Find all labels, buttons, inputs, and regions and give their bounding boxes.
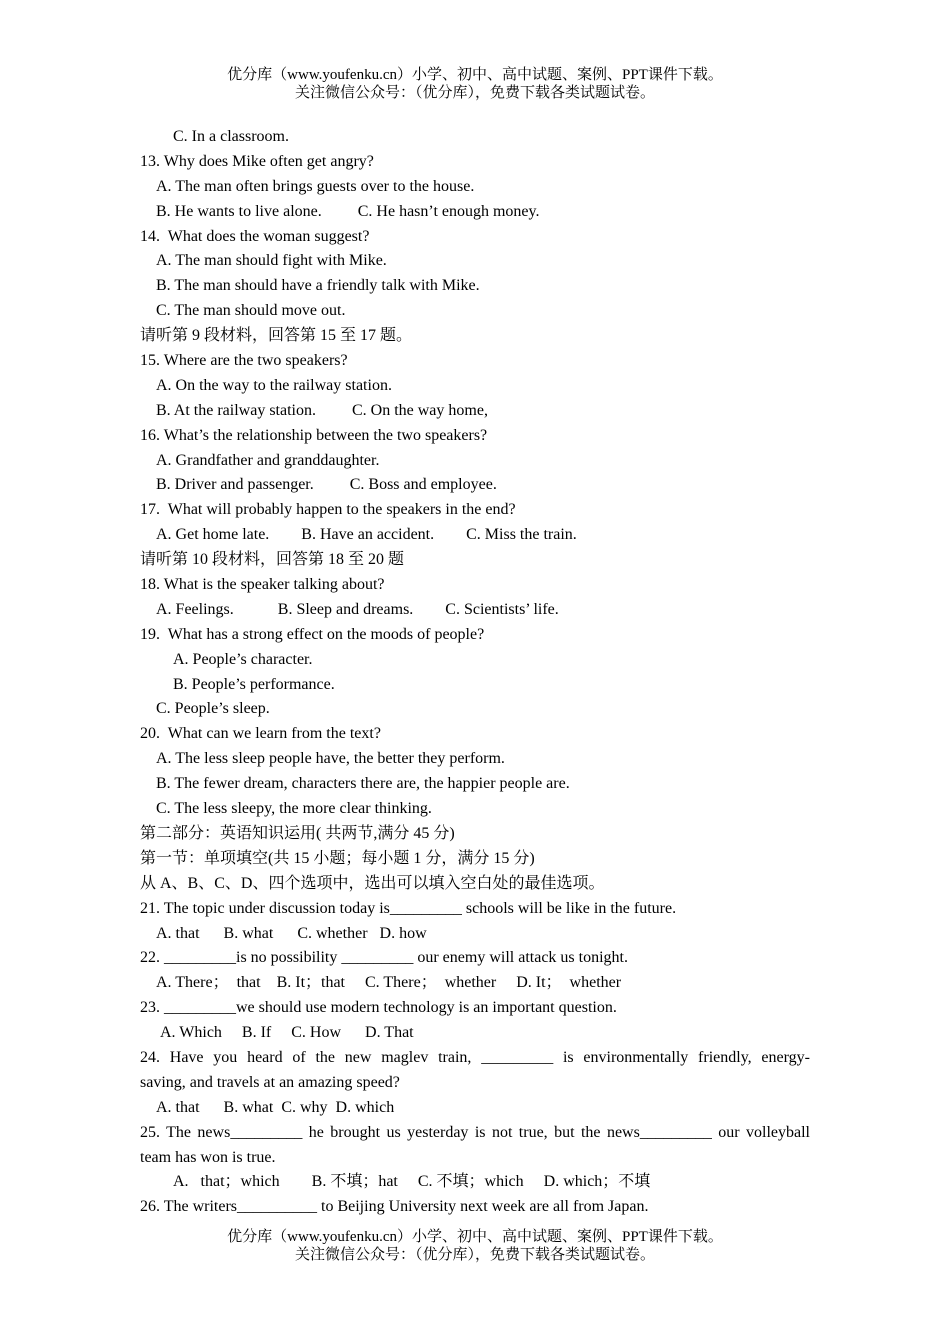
question-21: 21. The topic under discussion today is_________ schools will be like in the future. <box>140 899 677 917</box>
option-line: A. People’s character. <box>173 650 313 668</box>
option-line: B. Driver and passenger. C. Boss and employee. <box>156 476 497 494</box>
question-25-continued: team has won is true. <box>140 1148 276 1166</box>
question-18: 18. What is the speaker talking about? <box>140 576 385 594</box>
question-17: 17. What will probably happen to the speakers in the end? <box>140 501 516 519</box>
question-23: 23. _________we should use modern technology is an important question. <box>140 999 617 1017</box>
option-line: C. In a classroom. <box>173 128 289 145</box>
option-line: B. The man should have a friendly talk with Mike. <box>156 277 480 295</box>
question-13: 13. Why does Mike often get angry? <box>140 152 374 170</box>
option-line: A. that；which B. 不填；hat C. 不填；which D. which；不填 <box>173 1173 651 1191</box>
question-19: 19. What has a strong effect on the moods of people? <box>140 625 485 643</box>
header-line-1: 优分库（www.youfenku.cn）小学、初中、高中试题、案例、PPT课件下载。 <box>227 67 723 83</box>
option-line: A. that B. what C. whether D. how <box>156 924 427 942</box>
option-line: B. The fewer dream, characters there are, the happier people are. <box>156 775 570 793</box>
option-line: C. The less sleepy, the more clear thinking. <box>156 800 432 818</box>
option-line: A. Feelings. B. Sleep and dreams. C. Scientists’ life. <box>156 600 559 618</box>
question-22: 22. _________is no possibility _________ our enemy will attack us tonight. <box>140 949 628 967</box>
footer-line-1: 优分库（www.youfenku.cn）小学、初中、高中试题、案例、PPT课件下载。 <box>227 1229 723 1245</box>
option-line: A. Grandfather and granddaughter. <box>156 451 380 469</box>
question-24: 24. Have you heard of the new maglev train, _________ is environmentally friendly, energy- <box>140 1048 810 1066</box>
question-20: 20. What can we learn from the text? <box>140 725 381 743</box>
option-line: A. The man should fight with Mike. <box>156 252 387 270</box>
option-line: A. On the way to the railway station. <box>156 376 392 394</box>
option-line: A. The man often brings guests over to the house. <box>156 177 475 195</box>
question-15: 15. Where are the two speakers? <box>140 352 348 370</box>
footer-line-2: 关注微信公众号：（优分库），免费下载各类试题试卷。 <box>294 1247 655 1263</box>
option-line: A. Get home late. B. Have an accident. C. Miss the train. <box>156 526 577 544</box>
question-14: 14. What does the woman suggest? <box>140 227 370 245</box>
section-instruction: 请听第 9 段材料，回答第 15 至 17 题。 <box>140 327 413 345</box>
section-instruction: 请听第 10 段材料，回答第 18 至 20 题 <box>140 551 405 569</box>
option-line: B. He wants to live alone. C. He hasn’t enough money. <box>156 202 540 220</box>
question-26: 26. The writers__________ to Beijing University next week are all from Japan. <box>140 1198 649 1216</box>
option-line: C. The man should move out. <box>156 302 346 320</box>
option-line: C. People’s sleep. <box>156 700 270 718</box>
header-line-2: 关注微信公众号：（优分库），免费下载各类试题试卷。 <box>294 85 655 101</box>
page-footer <box>0 1228 950 1264</box>
option-line: B. At the railway station. C. On the way home, <box>156 401 488 419</box>
option-line: A. that B. what C. why D. which <box>156 1098 395 1116</box>
question-24-continued: saving, and travels at an amazing speed? <box>140 1073 400 1091</box>
option-line: A. The less sleep people have, the better they perform. <box>156 750 505 768</box>
exam-content <box>140 125 810 1220</box>
page-header <box>0 66 950 102</box>
option-line: B. People’s performance. <box>173 675 335 693</box>
section-instruction: 从 A、B、C、D、四个选项中，选出可以填入空白处的最佳选项。 <box>140 874 605 892</box>
option-line: A. There； that B. It；that C. There； whether D. It； whether <box>156 974 622 992</box>
part-two-title: 第二部分：英语知识运用( 共两节,满分 45 分) <box>140 824 455 842</box>
section-one-title: 第一节：单项填空(共 15 小题；每小题 1 分，满分 15 分) <box>140 849 535 867</box>
option-line: A. Which B. If C. How D. That <box>160 1024 414 1042</box>
question-16: 16. What’s the relationship between the two speakers? <box>140 426 488 444</box>
question-25: 25. The news_________ he brought us yesterday is not true, but the news_________ our volleyball <box>140 1123 810 1141</box>
